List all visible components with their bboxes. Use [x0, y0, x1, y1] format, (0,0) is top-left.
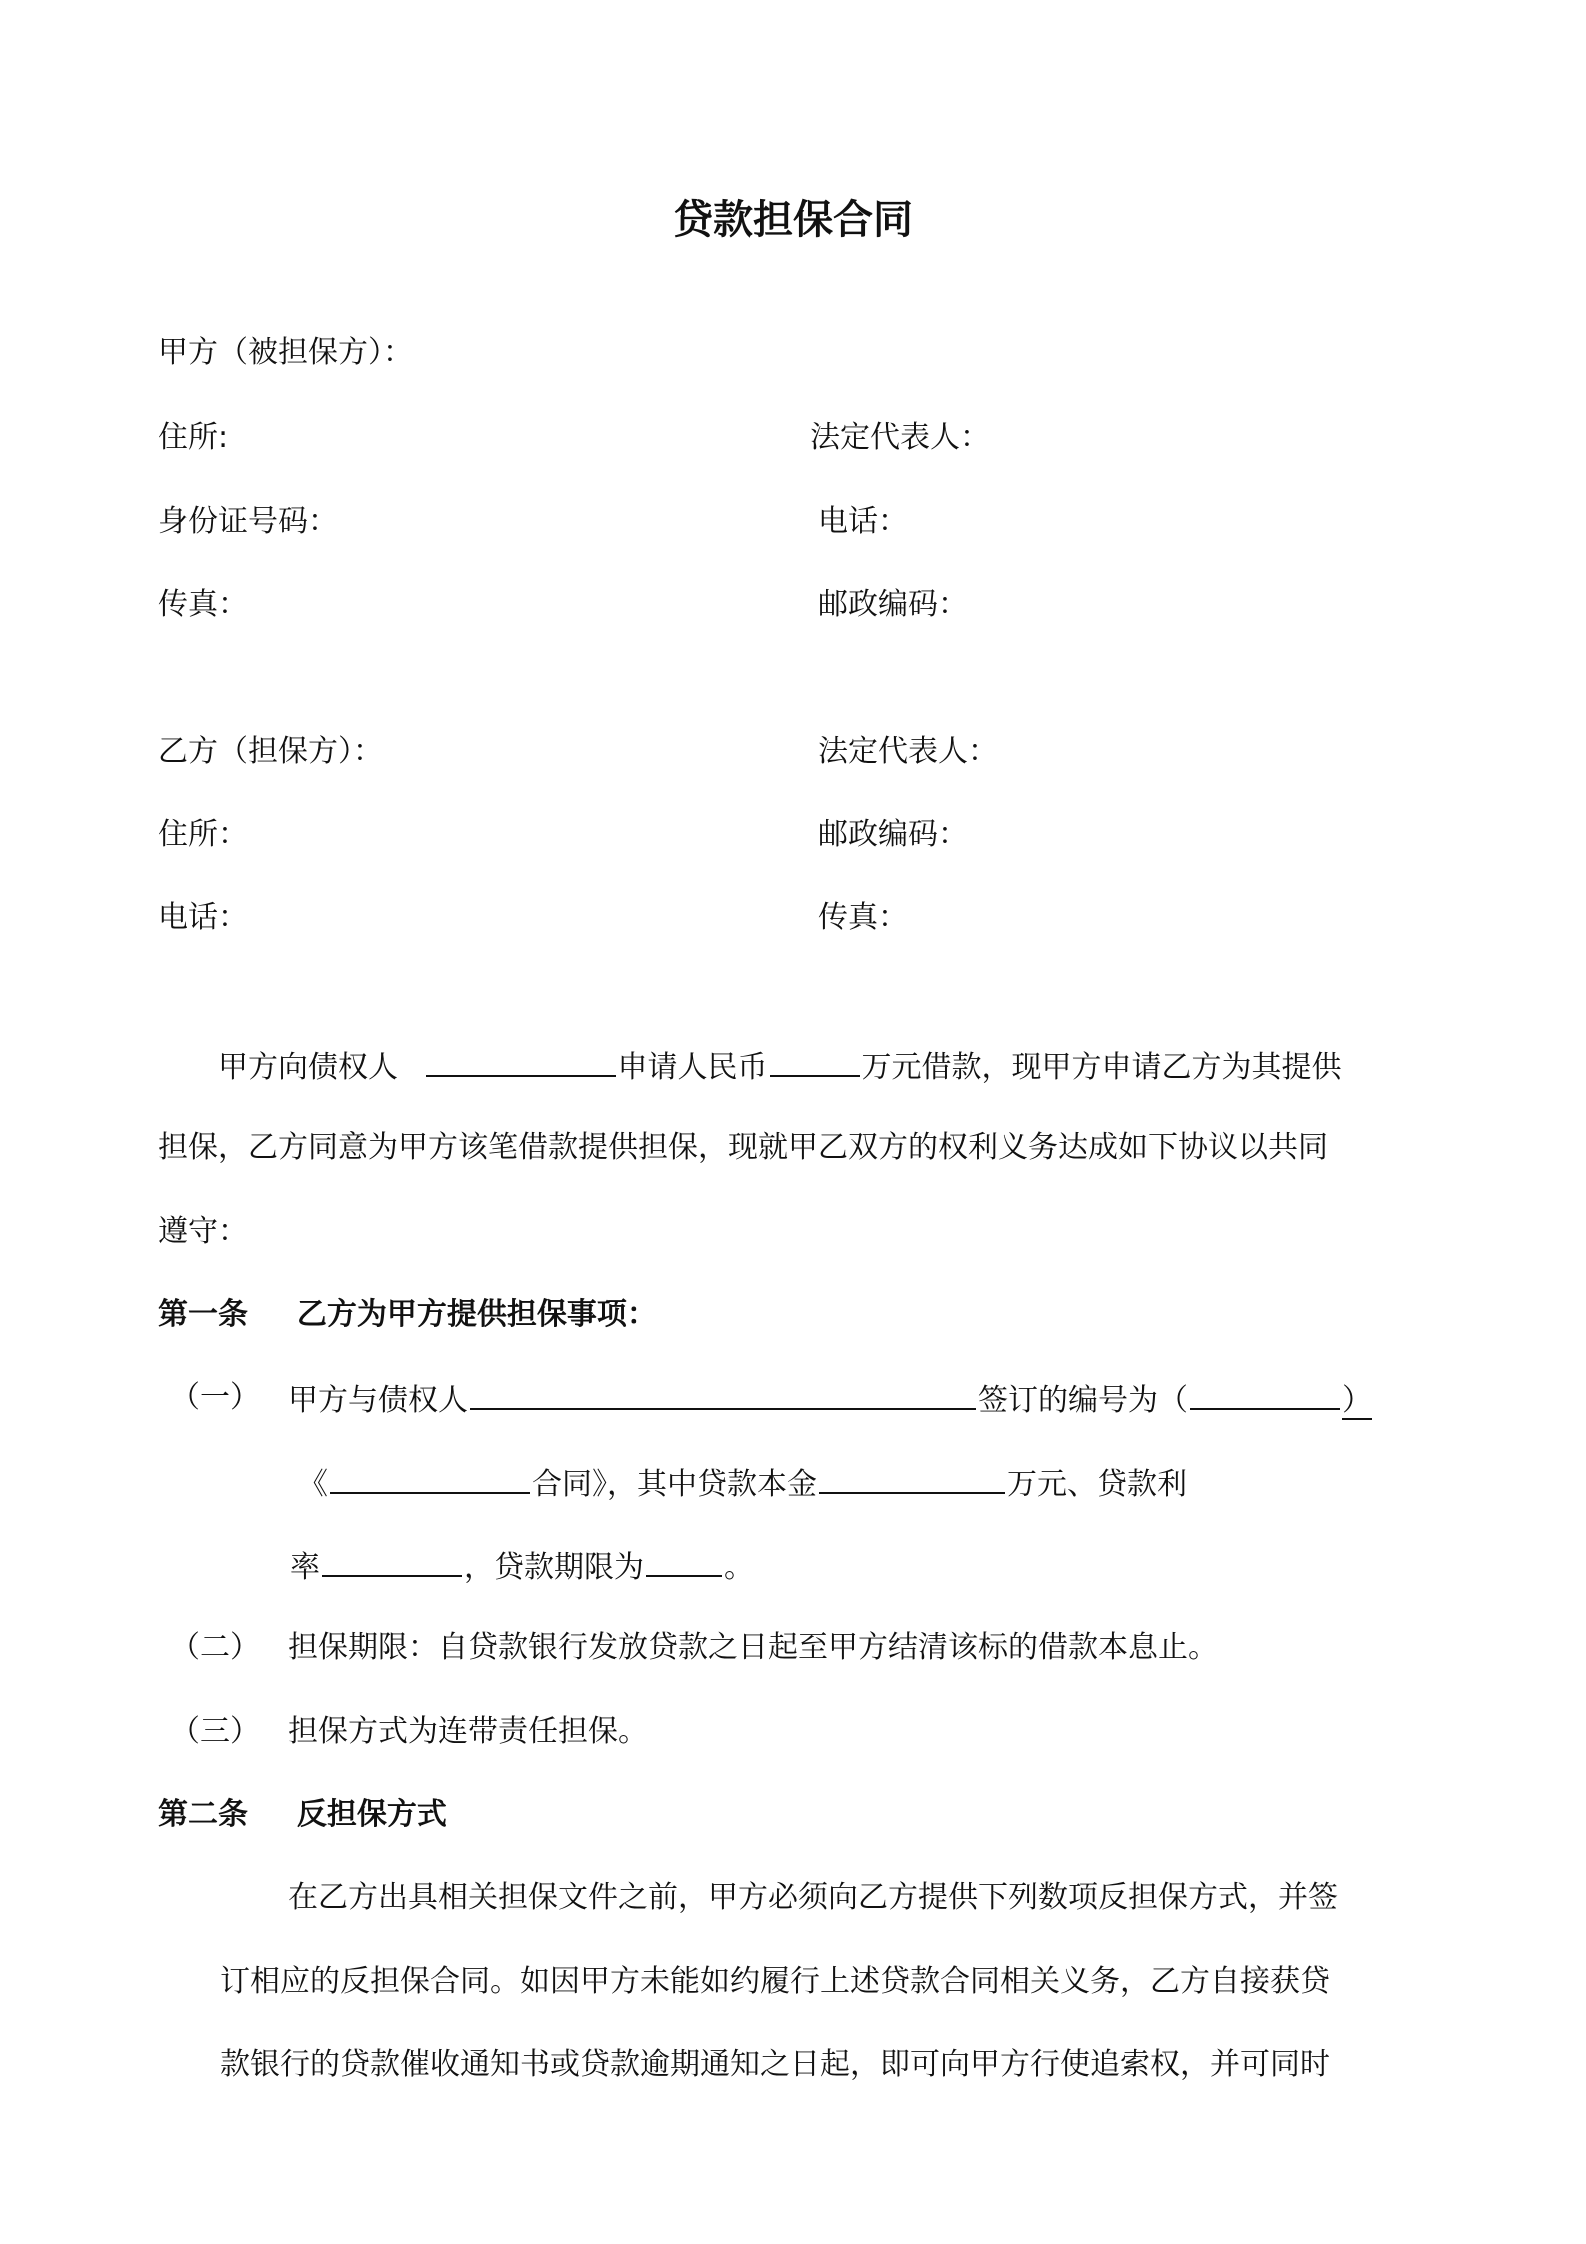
- party-a-address-label: 住所:: [158, 420, 229, 455]
- article-1-item-1-line-1: [288, 1378, 1372, 1421]
- item-1-term-blank: [646, 1545, 722, 1577]
- party-a-fax-label: 传真：: [158, 587, 248, 622]
- article-2-title: 反担保方式: [296, 1797, 447, 1832]
- party-a-id-label: 身份证号码：: [158, 504, 338, 539]
- item-1-contract-name-blank: [330, 1462, 530, 1494]
- creditor-blank: [426, 1045, 616, 1077]
- item-1-rate-text: 万元、贷款利: [1007, 1467, 1187, 1502]
- article-1-item-1-line-2: [298, 1462, 1187, 1505]
- article-2-paragraph-line-2: 订相应的反担保合同。如因甲方未能如约履行上述贷款合同相关义务，乙方自接获贷: [220, 1964, 1330, 1999]
- party-b-legal-rep-label: 法定代表人：: [818, 734, 998, 769]
- party-b-postal-label: 邮政编码：: [818, 817, 968, 852]
- item-1-book-open: 《: [298, 1467, 328, 1502]
- article-1-item-1-line-3: [290, 1545, 754, 1588]
- item-1-period: 。: [724, 1550, 754, 1585]
- amount-blank: [770, 1045, 860, 1077]
- article-1-item-2-number: （二）: [170, 1630, 260, 1665]
- article-1-item-3-number: （三）: [170, 1714, 260, 1749]
- party-b-phone-label: 电话：: [158, 900, 248, 935]
- intro-apply-text: 申请人民币: [617, 1050, 768, 1085]
- party-b-heading: 乙方（担保方）：: [158, 734, 383, 769]
- article-1-title: 乙方为甲方提供担保事项：: [296, 1297, 657, 1332]
- item-1-paren-close: ）: [1342, 1383, 1372, 1418]
- intro-creditor-text: 甲方向债权人: [218, 1050, 398, 1085]
- item-1-creditor-text: 甲方与债权人: [288, 1383, 468, 1418]
- intro-loan-text: 万元借款，现甲方申请乙方为其提供: [861, 1050, 1342, 1085]
- item-1-number-text: 签订的编号为（: [978, 1383, 1188, 1418]
- item-1-term-text: ，贷款期限为: [464, 1550, 644, 1585]
- intro-line-3: 遵守：: [158, 1214, 248, 1249]
- party-a-heading: 甲方（被担保方）：: [158, 335, 413, 370]
- party-b-address-label: 住所：: [158, 817, 248, 852]
- item-1-contract-number-blank: [1190, 1378, 1340, 1410]
- item-1-principal-blank: [819, 1462, 1005, 1494]
- article-1-item-3-text: 担保方式为连带责任担保。: [288, 1714, 648, 1749]
- article-2-number: 第二条: [158, 1797, 248, 1832]
- article-1-item-2-text: 担保期限：自贷款银行发放贷款之日起至甲方结清该标的借款本息止。: [288, 1630, 1218, 1665]
- party-b-fax-label: 传真：: [818, 900, 908, 935]
- article-1-heading: [158, 1295, 657, 1335]
- article-2-paragraph-line-1: 在乙方出具相关担保文件之前，甲方必须向乙方提供下列数项反担保方式，并签: [288, 1880, 1338, 1915]
- party-a-postal-label: 邮政编码：: [818, 587, 968, 622]
- article-1-number: 第一条: [158, 1297, 248, 1332]
- document-title: 贷款担保合同: [673, 197, 913, 243]
- article-1-item-1-number: （一）: [170, 1380, 260, 1415]
- item-1-rate-char: 率: [290, 1550, 320, 1585]
- intro-line-1: [218, 1045, 1342, 1088]
- article-2-heading: [158, 1795, 447, 1835]
- intro-line-2: 担保，乙方同意为甲方该笔借款提供担保，现就甲乙双方的权利义务达成如下协议以共同: [158, 1130, 1328, 1165]
- item-1-creditor-blank: [470, 1378, 976, 1410]
- article-2-paragraph-line-3: 款银行的贷款催收通知书或贷款逾期通知之日起，即可向甲方行使追索权，并可同时: [220, 2047, 1330, 2082]
- item-1-principal-text: 合同》，其中贷款本金: [532, 1467, 817, 1502]
- item-1-rate-blank: [322, 1545, 462, 1577]
- party-a-legal-rep-label: 法定代表人：: [810, 420, 990, 455]
- party-a-phone-label: 电话：: [818, 504, 908, 539]
